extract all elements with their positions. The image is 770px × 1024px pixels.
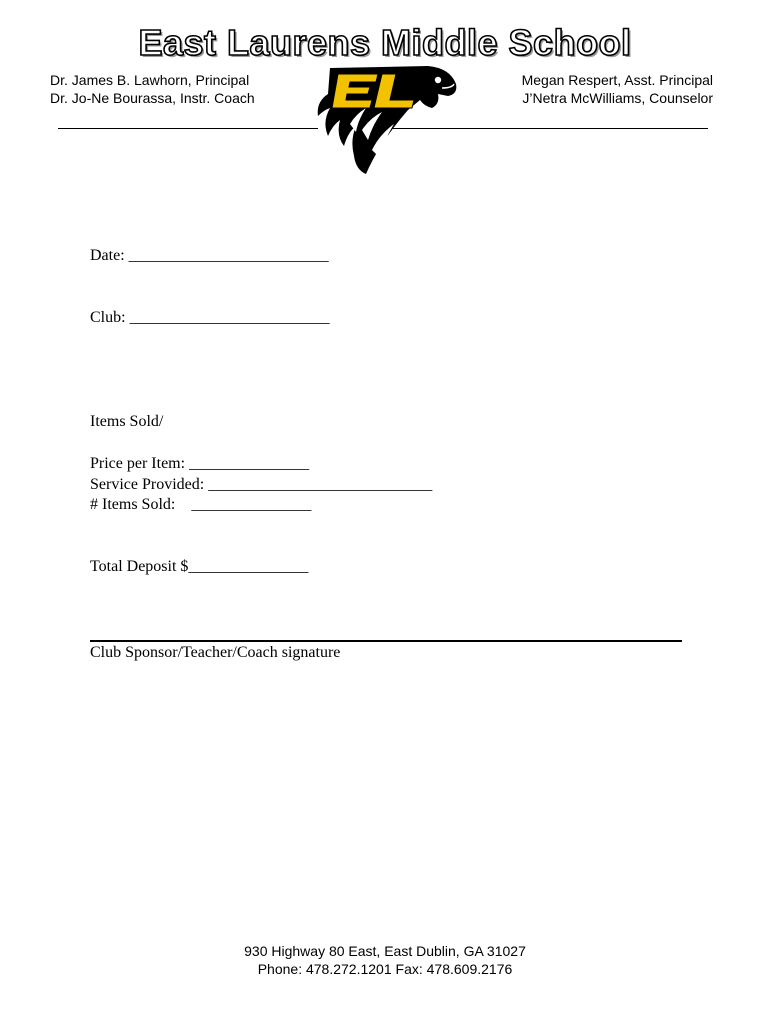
header-rule-left (58, 128, 318, 129)
club-field[interactable]: Club: _________________________ (90, 309, 330, 326)
school-title: East Laurens Middle School (138, 22, 632, 63)
service-provided-field[interactable]: Service Provided: ____________________________ (90, 476, 433, 493)
staff-left (50, 71, 255, 107)
total-deposit-field[interactable]: Total Deposit $_______________ (90, 558, 309, 575)
instructional-coach-name: Dr. Jo-Ne Bourassa, Instr. Coach (50, 90, 255, 106)
footer-contact: Phone: 478.272.1201 Fax: 478.609.2176 (257, 961, 513, 977)
footer-address: 930 Highway 80 East, East Dublin, GA 31027 (244, 943, 526, 959)
items-count-field[interactable]: # Items Sold: _______________ (90, 496, 312, 513)
signature-label: Club Sponsor/Teacher/Coach signature (90, 644, 341, 661)
counselor-name: J’Netra McWilliams, Counselor (522, 90, 713, 106)
signature-line[interactable] (90, 640, 682, 642)
assistant-principal-name: Megan Respert, Asst. Principal (521, 72, 713, 88)
items-sold-label: Items Sold/ (90, 413, 164, 430)
date-field[interactable]: Date: _________________________ (90, 247, 329, 264)
staff-right (522, 71, 713, 107)
price-per-item-field[interactable]: Price per Item: _______________ (90, 455, 310, 472)
eagle-head-logo-icon (310, 60, 460, 178)
eagle-eye (435, 77, 441, 83)
principal-name: Dr. James B. Lawhorn, Principal (50, 72, 250, 88)
